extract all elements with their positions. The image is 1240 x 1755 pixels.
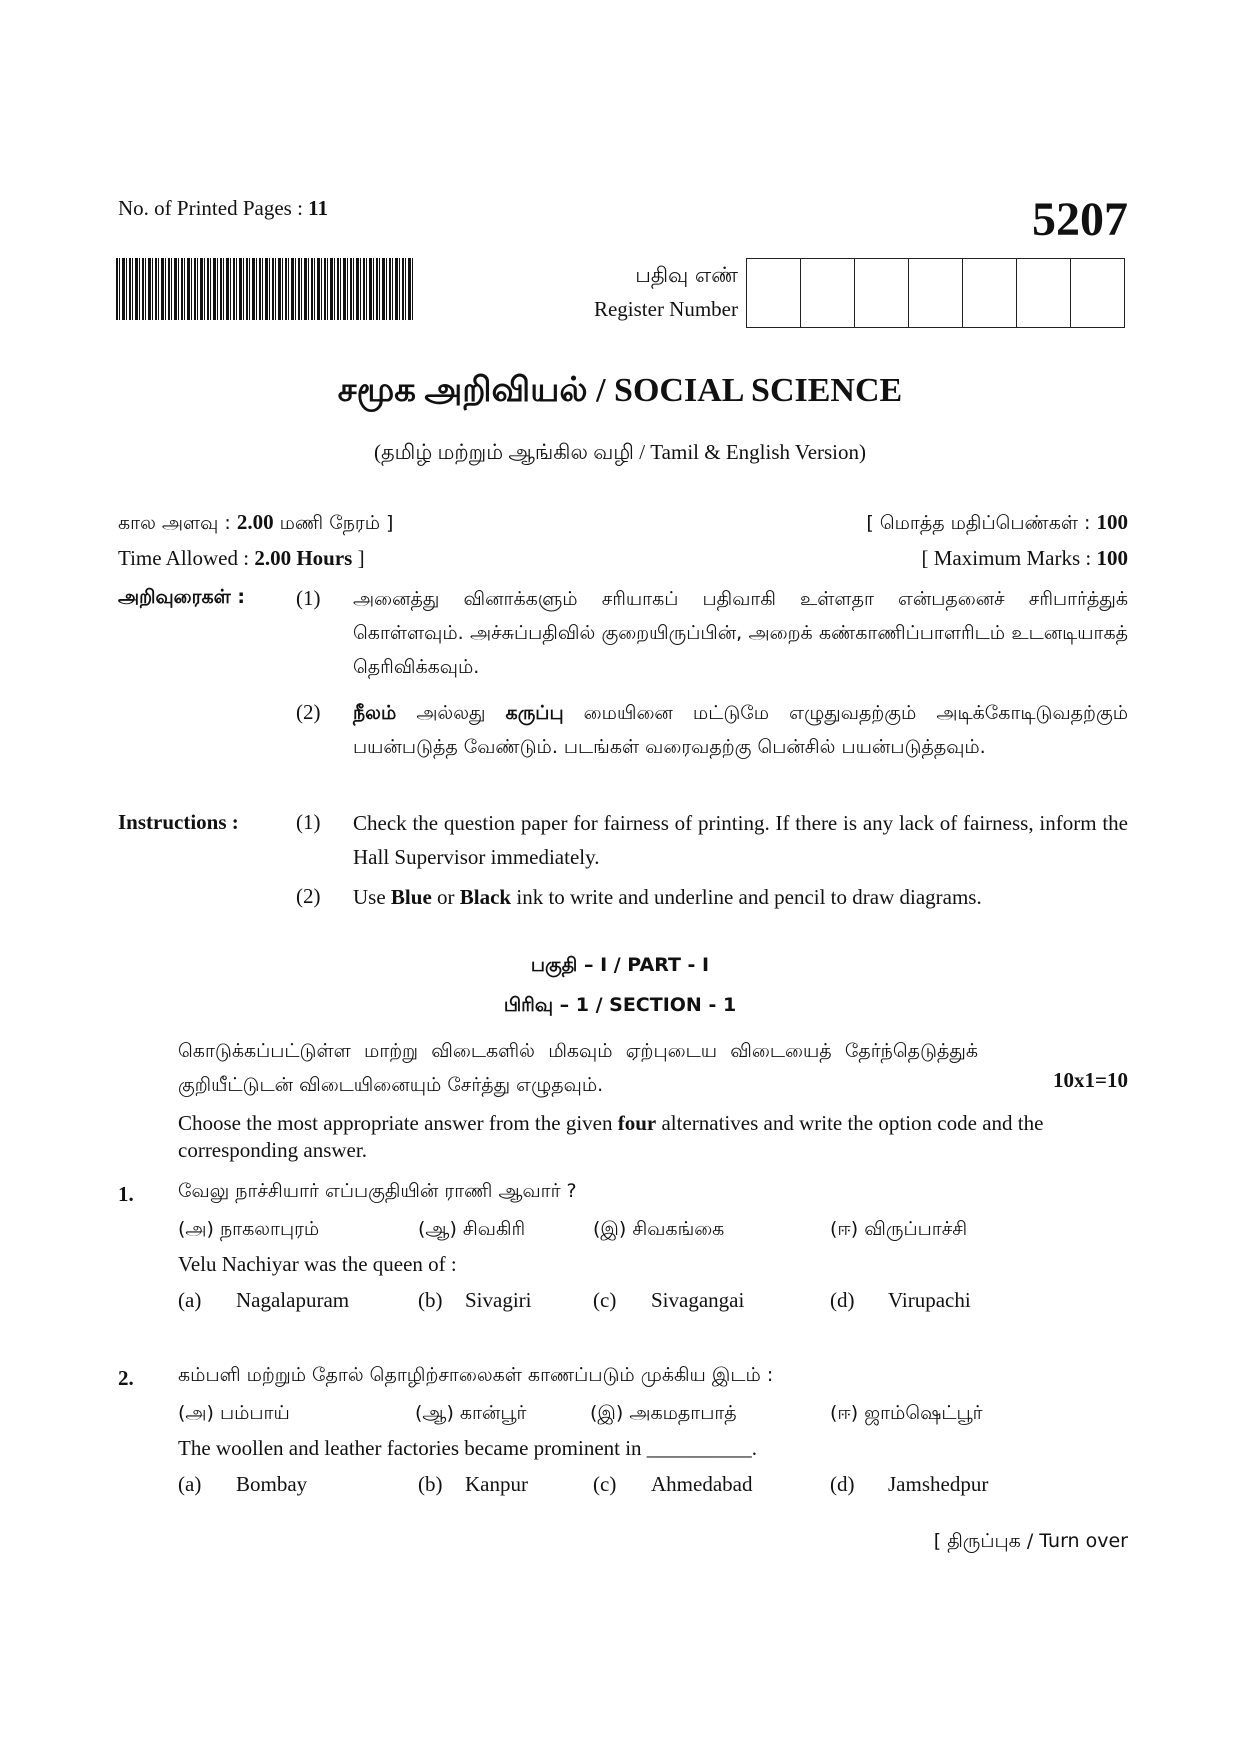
instruction-number: (2): [296, 884, 321, 908]
options-tamil: [178, 1218, 967, 1243]
section-heading: பிரிவு – 1 / SECTION - 1: [503, 994, 737, 1016]
register-box[interactable]: [801, 259, 855, 327]
instruction-english-2: Use Blue or Black ink to write and underline and pencil to draw diagrams.: [353, 885, 982, 909]
page-subtitle: (தமிழ் மற்றும் ஆங்கில வழி / Tamil & English Version): [373, 440, 867, 464]
marks-tamil: [ மொத்த மதிப்பெண்கள் : 100: [866, 510, 1128, 534]
time-english: Time Allowed : 2.00 Hours ]: [118, 546, 365, 570]
option-code: (c): [593, 1288, 617, 1312]
option-code: (d): [830, 1288, 855, 1312]
instructions-label-english: Instructions :: [118, 810, 239, 834]
time-marks-tamil: [118, 510, 1128, 537]
time-tamil: கால அளவு : 2.00 மணி நேரம் ]: [118, 510, 394, 534]
option-code: (a): [178, 1288, 202, 1312]
instruction-number: (2): [296, 700, 321, 724]
register-box[interactable]: [1017, 259, 1071, 327]
printed-pages-value: 11: [308, 196, 328, 220]
option-text: Sivagiri: [465, 1288, 532, 1312]
option-text: Sivagangai: [651, 1288, 745, 1312]
question-english: The woollen and leather factories became prominent in __________.: [178, 1436, 758, 1460]
question-tamil: கம்பளி மற்றும் தோல் தொழிற்சாலைகள் காணப்படும் முக்கிய இடம் :: [178, 1364, 774, 1386]
register-box[interactable]: [1071, 259, 1124, 327]
register-box[interactable]: [909, 259, 963, 327]
marks-english: [ Maximum Marks : 100: [921, 546, 1128, 570]
option-tamil: (ஈ) ஜாம்ஷெட்பூர்: [830, 1402, 983, 1424]
option-text: Bombay: [236, 1472, 308, 1496]
instruction-number: (1): [296, 586, 321, 610]
instruction-tamil-2: நீலம் அல்லது கருப்பு மையினை மட்டுமே எழுதுவதற்கும் அடிக்கோடிடுவதற்கும் பயன்படுத்த வேண்டும். படங்கள் வரைவதற்கு பென்சில் பயன்படுத்தவும்.: [353, 702, 1129, 758]
register-box[interactable]: [855, 259, 909, 327]
instruction-english-1: Check the question paper for fairness of printing. If there is any lack of fairness, inform the Hall Supervisor immediately.: [353, 811, 1128, 869]
option-tamil: (இ) சிவகங்கை: [593, 1218, 725, 1240]
option-code: (a): [178, 1472, 202, 1496]
register-number-boxes[interactable]: [746, 258, 1125, 328]
register-box[interactable]: [747, 259, 801, 327]
instruction-number: (1): [296, 810, 321, 834]
barcode: [116, 258, 414, 320]
directions-english: Choose the most appropriate answer from the given four alternatives and write the option code and the corresponding answer.: [178, 1111, 1044, 1162]
option-text: Kanpur: [465, 1472, 528, 1496]
option-code: (d): [830, 1472, 855, 1496]
option-tamil: (ஈ) விருப்பாச்சி: [830, 1218, 968, 1240]
option-tamil: (அ) நாகலாபுரம்: [178, 1218, 320, 1240]
option-code: (b): [418, 1288, 443, 1312]
options-english: [178, 1288, 971, 1313]
option-tamil: (அ) பம்பாய்: [178, 1402, 290, 1424]
register-box[interactable]: [963, 259, 1017, 327]
register-labels: [520, 258, 738, 326]
option-text: Ahmedabad: [651, 1472, 753, 1496]
option-text: Virupachi: [888, 1288, 971, 1312]
question-tamil: வேலு நாச்சியார் எப்பகுதியின் ராணி ஆவார் ?: [178, 1180, 577, 1202]
question-english: Velu Nachiyar was the queen of :: [178, 1252, 457, 1276]
part-heading: பகுதி – I / PART - I: [530, 954, 710, 976]
option-tamil: (ஆ) சிவகிரி: [418, 1218, 526, 1240]
paper-code: 5207: [1032, 193, 1128, 246]
option-text: Nagalapuram: [236, 1288, 350, 1312]
register-label-english: Register Number: [593, 297, 738, 321]
instruction-tamil-1: அனைத்து வினாக்களும் சரியாகப் பதிவாகி உள்ளதா என்பதனைச் சரிபார்த்துக் கொள்ளவும். அச்சுப்பதிவில் குறையிருப்பின், அறைக் கண்காணிப்பாளரிடம் உடனடியாகத் தெரிவிக்கவும்.: [353, 588, 1128, 678]
question-number: 1.: [118, 1182, 134, 1206]
directions-tamil: கொடுக்கப்பட்டுள்ள மாற்று விடைகளில் மிகவும் ஏற்புடைய விடையைத் தேர்ந்தெடுத்துக் குறியீட்டுடன் விடையினையும் சேர்த்து எழுதவும்.: [178, 1040, 978, 1096]
page-title: சமூக அறிவியல் / SOCIAL SCIENCE: [337, 372, 903, 409]
option-text: Jamshedpur: [888, 1472, 989, 1496]
register-label-tamil: பதிவு எண்: [635, 263, 738, 287]
options-tamil: [178, 1402, 983, 1427]
option-code: (c): [593, 1472, 617, 1496]
directions-marks: 10x1=10: [1053, 1068, 1128, 1092]
option-tamil: (ஆ) கான்பூர்: [415, 1402, 527, 1424]
printed-pages-label: No. of Printed Pages :: [118, 196, 309, 220]
options-english: [178, 1472, 988, 1497]
printed-pages: [118, 196, 328, 221]
option-code: (b): [418, 1472, 443, 1496]
turn-over: [ திருப்புக / Turn over: [933, 1530, 1128, 1552]
option-tamil: (இ) அகமதாபாத்: [590, 1402, 737, 1424]
instructions-label-tamil: அறிவுரைகள் :: [118, 586, 245, 608]
question-number: 2.: [118, 1366, 134, 1390]
time-marks-english: [118, 546, 1128, 571]
